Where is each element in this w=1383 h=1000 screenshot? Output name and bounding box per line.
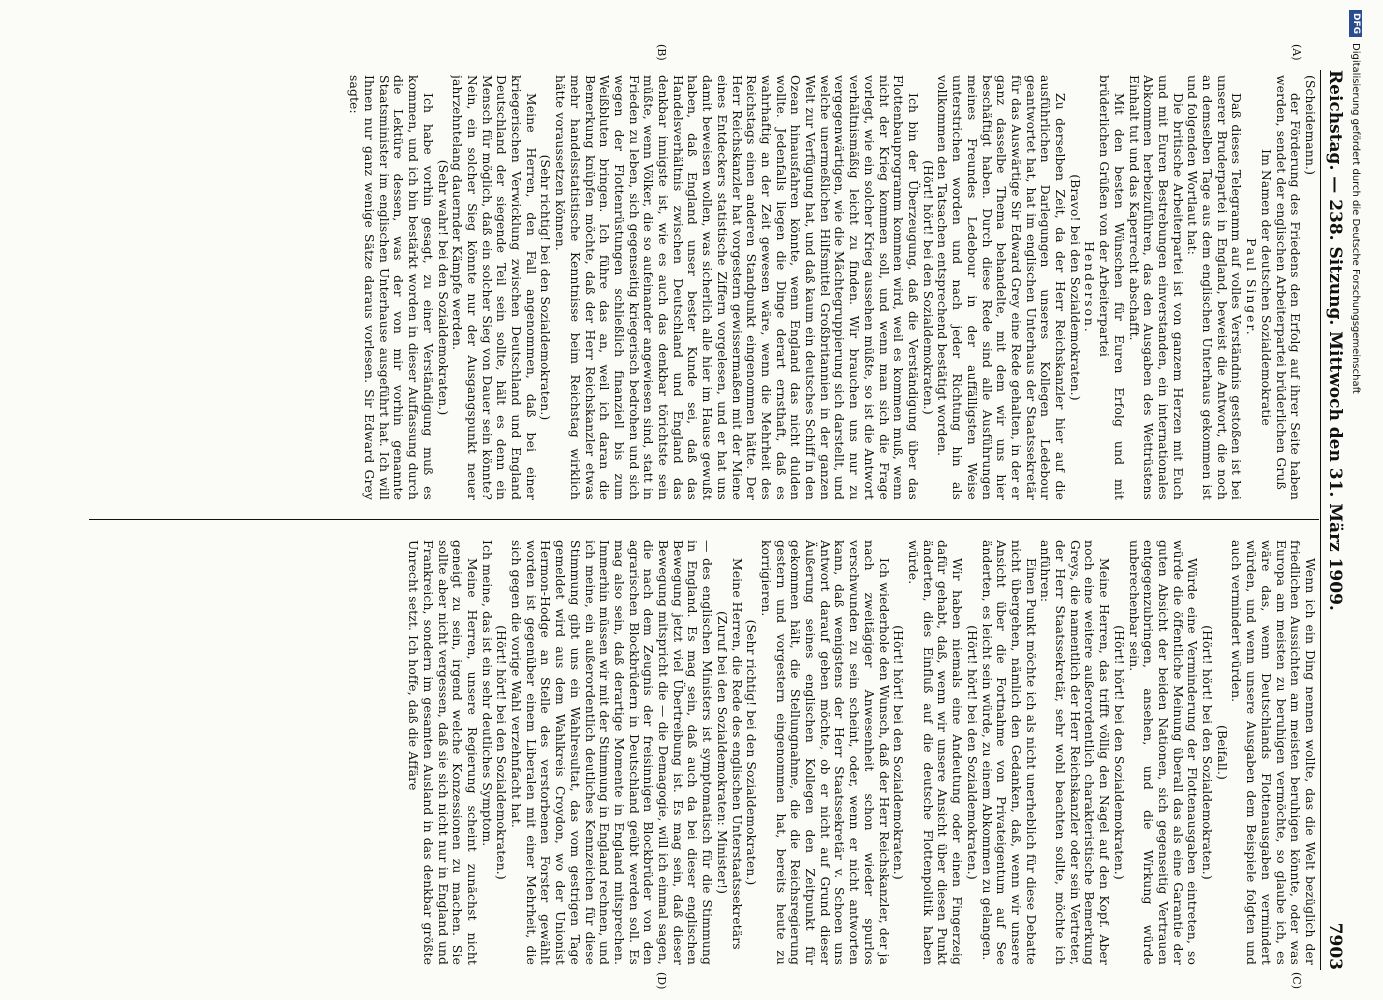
paragraph: (Sehr richtig! bei den Sozialdemokraten.) (744, 619, 759, 886)
header-left: Reichstag. — 238. Sitzung. (1325, 70, 1345, 326)
paragraph: (Hört! hört! bei den Sozialdemokraten.) (1111, 625, 1126, 880)
margin-marker-d: (D) (655, 972, 668, 990)
paragraph: Ich habe vorhin gesagt, zu einer Verständigung muß es kommen, und ich bin bestärkt worden in dieser Auffassung durch die Lektüre dessen, was der von mir vorhin genannte Staatsminister im englischen Unterhause ausgeführt hat. Ich will Ihnen nur ganz wenige Sätze daraus vorlesen. Sir Edward Grey sagte: (347, 75, 435, 500)
paragraph: der Förderung des Friedens den Erfolg auf ihrer Seite haben werden, sendet der englischen Arbeiterpartei brüderlichen Gruß (1273, 75, 1303, 500)
paragraph: Wenn ich ein Ding nennen wollte, das die Welt bezüglich der friedlichen Aussichten am meisten beruhigen könnte, oder was Europa am meisten zu beruhigen vermöchte, so glaube ich, es wäre das, wenn Deutschlands Flottenausgaben vermindert würden, und wenn unsere Ausgaben dem Beispiele folgten und auch vermindert würden. (1229, 540, 1317, 965)
digitization-credit: Digitalisierung gefördert durch die Deutsche Forschungsgemeinschaft (1350, 43, 1361, 394)
paragraph: (Hört! hört! bei den Sozialdemokraten.) (494, 625, 509, 880)
margin-marker-c: (C) (1290, 972, 1303, 989)
paragraph: (Sehr wahr! bei den Sozialdemokraten.) (435, 159, 450, 416)
paragraph: Daß dieses Telegramm auf volles Verständnis gestoßen ist bei unserer Bruderpartei in England, beweist die Antwort, die noch an demselben Tage aus dem englischen Unterhaus gekommen ist und folgenden Wortlaut hat: (1185, 75, 1244, 500)
left-column (97, 75, 1317, 500)
paragraph: Im Namen der deutschen Sozialdemokratie (1258, 149, 1273, 426)
page-number: 7903 (1325, 922, 1345, 970)
paragraph: Ich bin der Überzeugung, daß die Verständigung über das Flottenbauprogramm kommen wird, weil es kommen muß, wenn nicht der Krieg kommen soll, und wenn man sich die Frage vorlegt, wie ein solcher Krieg aussehen müßte, so ist die Antwort verhältnismäßig leicht zu finden. Wir brauchen uns nur zu vergegenwärtigen, wie die Mächtegruppierung sich darstellt, und welche unermeßlichen Hilfsmittel Großbritannien in der ganzen Welt zur Verfügung hat, und daß kaum ein deutsches Schiff in den Ozean hinausfahren könnte, wenn England das nicht dulden wollte. Jedenfalls liegen die Dinge derart ernsthaft, daß es wahrhaftig an der Zeit gewesen wäre, wenn die Mehrheit des Reichstags einen anderen Standpunkt eingenommen hätte. Der Herr Reichskanzler hat vorgestern gewissermaßen mit der Miene eines Entdeckers statistische Ziffern vorgelesen, und er hat uns damit beweisen wollen, was sicherlich alle hier im Hause gewußt haben, daß England unser bester Kunde sei, daß das Handelsverhältnis zwischen Deutschland und England das denkbar innigste ist, wie es auch das denkbar törichtste sein müßte, wenn Völker, die so aufeinander angewiesen sind, statt in Frieden zu leben, sich gegenseitig kriegerisch bedrohen und sich wegen der Flottenrüstungen schließlich finanziell bis zum Weißbluten bringen. Ich führe das an, weil ich daran die Bemerkung knüpfen möchte, daß der Herr Reichskanzler etwas mehr handelsstatistische Kenntnisse beim Reichstag wirklich hätte voraussetzen können. (553, 75, 921, 500)
paragraph: (Bravo! bei den Sozialdemokraten.) (1067, 174, 1082, 401)
paragraph: (Hört! hört! bei den Sozialdemokraten.) (964, 625, 979, 880)
margin-marker-b: (B) (655, 44, 668, 61)
paragraph: Meine Herren, unsere Regierung scheint zunächst nicht geneigt zu sein, irgend welche Konzessionen zu machen. Sie sollte aber nicht vergessen, daß sie sich nicht nur in England und Frankreich, sondern im gesamten Ausland in das denkbar größte Unrecht setzt. Ich hoffe, daß die Affäre (406, 540, 479, 965)
rotated-page-content (53, 0, 1383, 1000)
paragraph: (Hört! hört! bei den Sozialdemokraten.) (920, 160, 935, 415)
paragraph: Würde eine Verminderung der Flottenausgaben eintreten, so würde die öffentliche Meinung überall das als eine Garantie der guten Absicht der beiden Nationen, sich gegenseitig Vertrauen entgegenzubringen, ansehen, und die Wirkung würde unberechenbar sein. (1126, 540, 1200, 965)
header-date: Mittwoch den 31. März 1909. (1325, 331, 1345, 611)
margin-marker-a: (A) (1290, 44, 1303, 61)
paragraph: Meine Herren, die Rede des englischen Unterstaatssekretärs (729, 558, 744, 950)
paragraph: (Hört! hört! bei den Sozialdemokraten.) (891, 625, 906, 880)
side-note (1340, 10, 1370, 990)
paragraph: (Sehr richtig! bei den Sozialdemokraten.) (538, 154, 553, 421)
paragraph: Mit den besten Wünschen für Euren Erfolg und mit brüderlichen Grüßen von der Arbeiterpartei (1097, 75, 1126, 500)
paragraph: Meine Herren, das trifft völlig den Nagel auf den Kopf. Aber noch eine weitere außerordentlich charakteristische Bemerkung Greys, die namentlich der Herr Reichskanzler oder sein Vertreter, der Herr Staatssekretär, sehr wohl beachten sollte, möchte ich anführen: (1038, 540, 1112, 965)
paragraph: (Beifall.) (1214, 725, 1229, 780)
paragraph: (Scheidemann.) (1303, 75, 1317, 176)
paragraph: Ich meine, das ist ein sehr deutliches Symptom. (479, 540, 494, 847)
paragraph: Die britische Arbeiterpartei ist von ganzem Herzen mit Euch und mit Euren Bestrebungen einverstanden, ein internationales Abkommen herbeizuführen, das den Ausgaben des Wettrüstens Einhalt tut und das Kaperrecht abschafft. (1126, 75, 1185, 500)
paragraph: Ich wiederhole den Wunsch, daß der Herr Reichskanzler, der ja nach zweitägiger Anwesenheit schon wieder spurlos verschwunden zu sein scheint, oder, wenn er nicht antworten kann, daß wenigstens der Herr Staatssekretär v. Schoen uns Antwort darauf geben möchte, ob er nicht auf Grund dieser Äußerung seines englischen Kollegen den Zeitpunkt für gekommen hält, die Stellungnahme, die die Reichsregierung gestern und vorgestern eingenommen hat, bereits heute zu korrigieren. (758, 540, 891, 965)
paragraph: Paul Singer. (1244, 238, 1259, 337)
paragraph: Henderson. (1082, 241, 1097, 334)
paragraph: (Zuruf bei den Sozialdemokraten: Minister!) (714, 610, 729, 895)
paragraph: Wir haben niemals eine Andeutung oder einen Fingerzeig dafür gehabt, daß, wenn wir unsere Ansicht über diesen Punkt änderten, dies Einfluß auf die deutsche Flottenpolitik haben würde. (906, 540, 965, 965)
paragraph: Zu derselben Zeit, da der Herr Reichskanzler hier auf die ausführlichen Darlegungen unseres Kollegen Ledebour geantwortet hat, hat im englischen Unterhaus der Staatssekretär für das Auswärtige Sir Edward Grey eine Rede gehalten, in der er ganz dasselbe Thema behandelte, mit dem wir uns hier beschäftigt haben. Durch diese Rede sind alle Ausführungen meines Freundes Ledebour in der auffälligsten Weise unterstrichen worden und nach jeder Richtung hin als vollkommen den Tatsachen entsprechend bestätigt worden. (935, 75, 1068, 500)
dfg-logo: DFG (1350, 10, 1363, 37)
paragraph: (Hört! hört! bei den Sozialdemokraten.) (1200, 625, 1215, 880)
right-column (97, 540, 1317, 965)
paragraph: — des englischen Ministers ist symptomatisch für die Stimmung in England. Es mag sein, daß auch da bei dieser englischen Bewegung jetzt viel Übertreibung ist. Es mag sein, daß dieser Bewegung mitspricht die — die Demagogie, will ich einmal sagen, die nach dem Zeugnis der freisinnigen Blockbrüder von den agrarischen Blockbrüdern in Deutschland geübt werden soll. Es mag also sein, daß derartige Momente in England mitsprechen. Immerhin müssen wir mit der Stimmung in England rechnen, und ich meine, ein außerordentlich deutliches Kennzeichen für diese Stimmung gibt uns ein Wahlresultat, das vom gestrigen Tage gemeldet wird aus dem Wahlkreis Croydon, wo der Unionist Hermon-Hodge an Stelle des verstorbenen Forster gewählt worden ist gegenüber einem Liberalen mit einer Mehrheit, die sich gegen die vorige Wahl verzehnfacht hat. (509, 540, 715, 965)
paragraph: Einen Punkt möchte ich als nicht unerheblich für diese Debatte nicht übergehen, nämlich den Gedanken, daß, wenn wir unsere Ansicht über die Fortnahme von Privateigentum auf See änderten, es leicht sein würde, zu einem Abkommen zu gelangen. (979, 540, 1038, 965)
paragraph: Meine Herren, den Fall angenommen, daß bei einer kriegerischen Verwicklung zwischen Deutschland und England Deutschland der siegende Teil sein sollte, hält es denn ein Mensch für möglich, daß ein solcher Sieg von Dauer sein könnte? Nein, ein solcher Sieg könnte nur der Ausgangspunkt neuer jahrzehntelang dauernder Kämpfe werden. (450, 75, 538, 500)
column-divider (89, 519, 1319, 520)
